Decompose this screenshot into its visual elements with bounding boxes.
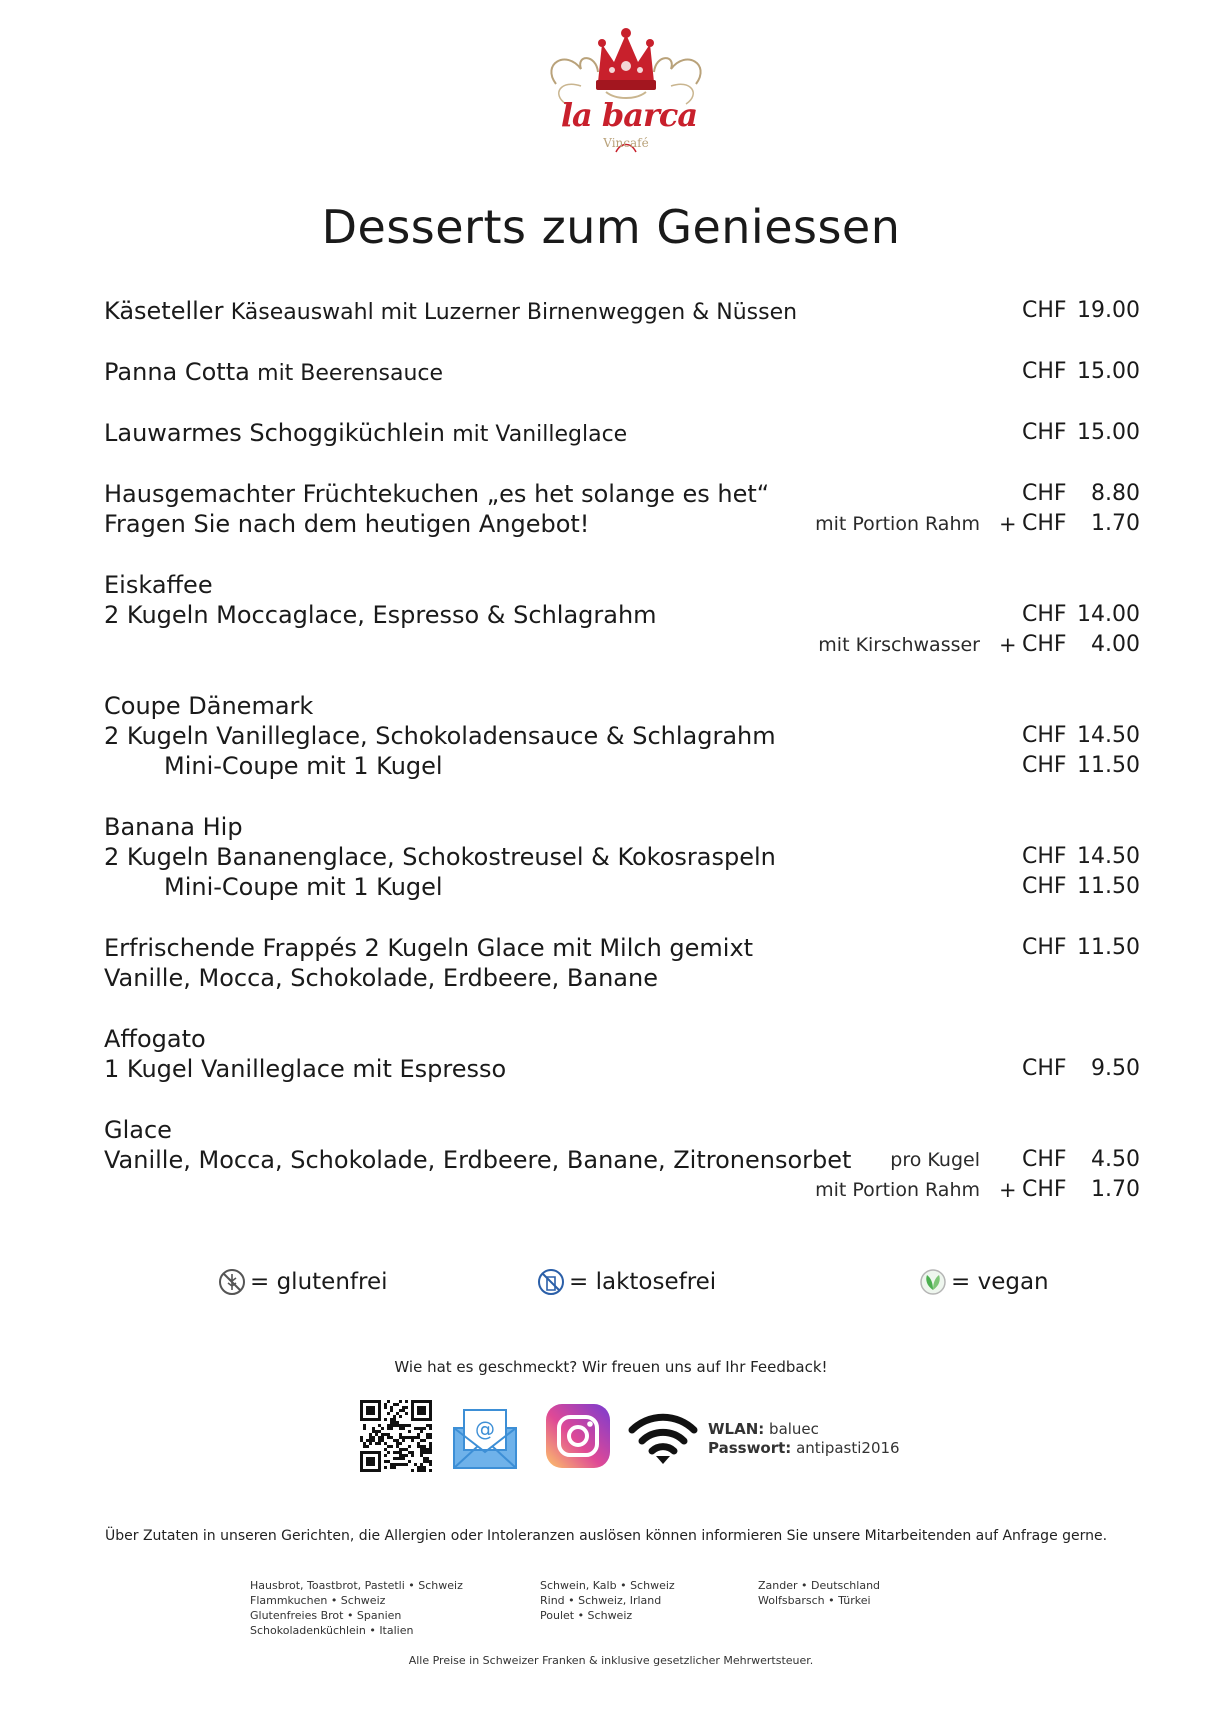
dish-name: Hausgemachter Früchtekuchen „es het solange es het“ [104, 480, 770, 508]
origin-line: Schwein, Kalb • Schweiz [540, 1579, 675, 1592]
menu-line [104, 751, 1140, 781]
menu-gap [104, 387, 1140, 418]
origin-line: Poulet • Schweiz [540, 1609, 633, 1622]
menu-line [104, 721, 1140, 751]
dish-name: Erfrischende Frappés 2 Kugeln Glace mit Milch gemixt [104, 934, 754, 962]
gluten-free-icon [218, 1268, 246, 1296]
currency-label: CHF [1022, 874, 1067, 899]
price-value: 1.70 [1091, 1177, 1140, 1202]
origins-col-2 [540, 1578, 675, 1623]
dish-name: 1 Kugel Vanilleglace mit Espresso [104, 1055, 507, 1083]
dish-text [104, 691, 313, 722]
menu-line [104, 570, 1140, 600]
menu-gap [104, 993, 1140, 1024]
price-value: 14.50 [1077, 723, 1140, 748]
dish-name: Vanille, Mocca, Schokolade, Erdbeere, Banane [104, 964, 658, 992]
legend-laktosefrei [537, 1268, 716, 1296]
legend-vegan-label: = vegan [951, 1269, 1049, 1295]
menu-line [104, 812, 1140, 842]
dish-name: Banana Hip [104, 813, 243, 841]
menu-line [104, 418, 1140, 448]
menu-line [104, 509, 1140, 539]
menu-line [104, 296, 1140, 326]
dish-text [104, 600, 657, 631]
menu-gap [104, 448, 1140, 479]
currency-label: CHF [1022, 844, 1067, 869]
menu-line [104, 963, 1140, 993]
dish-name: Affogato [104, 1025, 206, 1053]
menu-gap [104, 660, 1140, 691]
price-plus-sign: + [999, 512, 1017, 536]
price-note: mit Portion Rahm [815, 1179, 980, 1201]
origins-col-3 [758, 1578, 880, 1608]
price-note: pro Kugel [890, 1149, 980, 1171]
origin-line: Zander • Deutschland [758, 1579, 881, 1592]
dish-name: Glace [104, 1116, 172, 1144]
dish-text [164, 872, 443, 903]
dish-text [104, 963, 658, 994]
origin-line: Hausbrot, Toastbrot, Pastetli • Schweiz [250, 1579, 463, 1592]
currency-label: CHF [1022, 298, 1067, 323]
dish-text [104, 357, 443, 389]
dish-name: Käseteller [104, 297, 224, 325]
price-value: 15.00 [1077, 420, 1140, 445]
price-value: 14.50 [1077, 844, 1140, 869]
page-title: Desserts zum Geniessen [321, 200, 901, 254]
price-value: 9.50 [1091, 1056, 1140, 1081]
dish-text [104, 509, 589, 540]
dish-name: Mini-Coupe mit 1 Kugel [164, 752, 443, 780]
legend-vegan [919, 1268, 1049, 1296]
menu-line [104, 1175, 1140, 1205]
wifi-info [708, 1420, 900, 1458]
price-value: 11.50 [1077, 753, 1140, 778]
currency-label: CHF [1022, 1056, 1067, 1081]
menu-line [104, 1054, 1140, 1084]
dish-text [104, 479, 769, 510]
password-value: antipasti2016 [796, 1439, 900, 1457]
menu-line [104, 842, 1140, 872]
origin-line: Wolfsbarsch • Türkei [758, 1594, 871, 1607]
wlan-label: WLAN: [708, 1420, 765, 1438]
menu-gap [104, 1084, 1140, 1115]
menu-line [104, 1115, 1140, 1145]
currency-label: CHF [1022, 1147, 1067, 1172]
menu-line [104, 1145, 1140, 1175]
price-value: 4.50 [1091, 1147, 1140, 1172]
price-value: 1.70 [1091, 511, 1140, 536]
menu-gap [104, 539, 1140, 570]
price-value: 8.80 [1091, 481, 1140, 506]
allergy-note: Über Zutaten in unseren Gerichten, die Allergien oder Intoleranzen auslösen können informieren Sie unsere Mitarbeitenden auf Anfrage gerne. [105, 1528, 1108, 1544]
dish-description: mit Beerensauce [257, 361, 444, 386]
currency-label: CHF [1022, 632, 1067, 657]
price-plus-sign: + [999, 633, 1017, 657]
menu-line [104, 1024, 1140, 1054]
legend-glutenfrei-label: = glutenfrei [250, 1269, 388, 1295]
dish-name: Fragen Sie nach dem heutigen Angebot! [104, 510, 590, 538]
menu-line [104, 630, 1140, 660]
dish-text [104, 721, 776, 752]
dish-name: Panna Cotta [104, 358, 250, 386]
price-value: 11.50 [1077, 935, 1140, 960]
dish-description: Käseauswahl mit Luzerner Birnenweggen & Nüssen [230, 300, 798, 325]
email-icon[interactable] [452, 1406, 518, 1470]
dish-description: mit Vanilleglace [452, 422, 628, 447]
dish-name: Coupe Dänemark [104, 692, 314, 720]
currency-label: CHF [1022, 602, 1067, 627]
price-value: 11.50 [1077, 874, 1140, 899]
dish-text [104, 812, 243, 843]
menu-line [104, 357, 1140, 387]
currency-label: CHF [1022, 481, 1067, 506]
dish-text [104, 1145, 851, 1176]
price-value: 4.00 [1091, 632, 1140, 657]
dish-text [104, 933, 753, 964]
dish-text [104, 418, 627, 450]
legend-laktosefrei-label: = laktosefrei [569, 1269, 717, 1295]
wlan-value: baluec [769, 1420, 819, 1438]
dish-text [104, 1054, 506, 1085]
dish-text [104, 842, 776, 873]
dish-name: 2 Kugeln Bananenglace, Schokostreusel & Kokosraspeln [104, 843, 776, 871]
origin-line: Glutenfreies Brot • Spanien [250, 1609, 402, 1622]
dish-name: Mini-Coupe mit 1 Kugel [164, 873, 443, 901]
wifi-icon [628, 1410, 698, 1466]
dish-text [104, 1115, 172, 1146]
price-value: 14.00 [1077, 602, 1140, 627]
price-plus-sign: + [999, 1178, 1017, 1202]
legend-glutenfrei [218, 1268, 387, 1296]
dish-name: Vanille, Mocca, Schokolade, Erdbeere, Banane, Zitronensorbet [104, 1146, 852, 1174]
menu-gap [104, 902, 1140, 933]
dish-text [104, 570, 213, 601]
dish-text [104, 296, 797, 328]
menu-line [104, 479, 1140, 509]
contact-icons-row [360, 1400, 920, 1480]
dessert-menu-list [104, 296, 1140, 1205]
lactose-free-icon [537, 1268, 565, 1296]
origins-col-1 [250, 1578, 463, 1638]
password-label: Passwort: [708, 1439, 792, 1457]
logo-brand-text: la barca [560, 96, 698, 134]
dish-name: Lauwarmes Schoggiküchlein [104, 419, 445, 447]
diet-legend [0, 1268, 1222, 1304]
dish-text [164, 751, 443, 782]
currency-label: CHF [1022, 420, 1067, 445]
price-value: 15.00 [1077, 359, 1140, 384]
svg-text:@: @ [475, 1417, 495, 1441]
origin-line: Schokoladenküchlein • Italien [250, 1624, 414, 1637]
menu-line [104, 933, 1140, 963]
dish-name: Eiskaffee [104, 571, 213, 599]
currency-label: CHF [1022, 723, 1067, 748]
menu-line [104, 691, 1140, 721]
currency-label: CHF [1022, 511, 1067, 536]
price-note: mit Kirschwasser [818, 634, 980, 656]
menu-line [104, 600, 1140, 630]
la-barca-logo [536, 24, 716, 164]
menu-gap [104, 781, 1140, 812]
price-footer-note: Alle Preise in Schweizer Franken & inklusive gesetzlicher Mehrwertsteuer. [408, 1654, 814, 1667]
feedback-text: Wie hat es geschmeckt? Wir freuen uns auf Ihr Feedback! [394, 1358, 828, 1376]
currency-label: CHF [1022, 753, 1067, 778]
vegan-leaf-icon [919, 1268, 947, 1296]
currency-label: CHF [1022, 935, 1067, 960]
logo-subtitle: Vincafé [603, 136, 649, 150]
dish-name: 2 Kugeln Vanilleglace, Schokoladensauce & Schlagrahm [104, 722, 776, 750]
qr-code-icon[interactable] [360, 1400, 432, 1472]
menu-line [104, 872, 1140, 902]
menu-gap [104, 326, 1140, 357]
origin-line: Flammkuchen • Schweiz [250, 1594, 386, 1607]
currency-label: CHF [1022, 359, 1067, 384]
price-value: 19.00 [1077, 298, 1140, 323]
origin-line: Rind • Schweiz, Irland [540, 1594, 662, 1607]
price-note: mit Portion Rahm [815, 513, 980, 535]
dish-text [104, 1024, 206, 1055]
dish-name: 2 Kugeln Moccaglace, Espresso & Schlagrahm [104, 601, 657, 629]
instagram-icon[interactable] [544, 1402, 612, 1470]
currency-label: CHF [1022, 1177, 1067, 1202]
